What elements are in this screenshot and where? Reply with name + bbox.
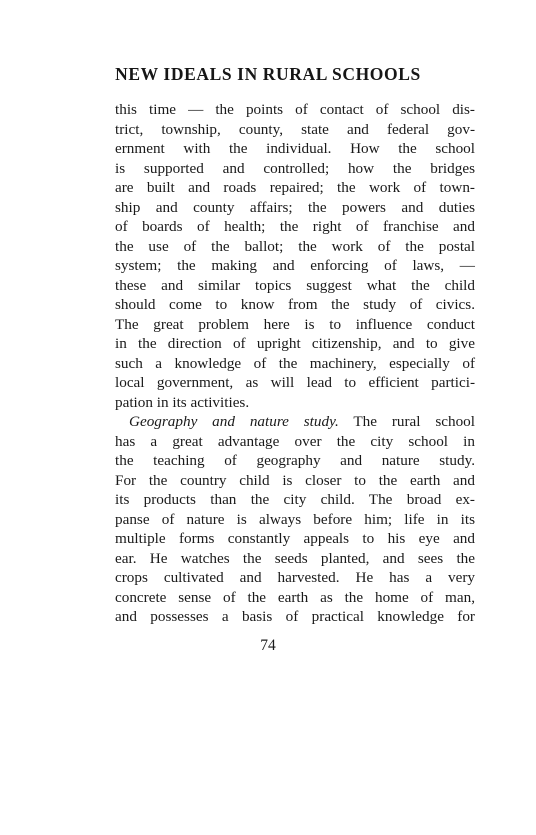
text-line: these and similar topics suggest what the child xyxy=(115,276,475,294)
text-line: For the country child is closer to the earth and xyxy=(115,471,475,489)
text-line: of boards of health; the right of franchise and xyxy=(115,218,475,235)
section-first-line xyxy=(115,412,475,432)
text-line: local government, as will lead to efficient partici- xyxy=(115,374,475,391)
text-line: multiple forms constantly appeals to his eye and xyxy=(115,530,475,547)
text-line: pation in its activities. xyxy=(115,393,250,411)
text-line: The great problem here is to influence conduct xyxy=(115,315,475,333)
text-line: this time — the points of contact of school dis- xyxy=(115,101,475,118)
text-line: crops cultivated and harvested. He has a very xyxy=(115,569,475,586)
section-heading: Geography and nature study. xyxy=(129,413,339,430)
section-first-line-text: The rural school xyxy=(353,413,475,430)
text-line: the teaching of geography and nature study. xyxy=(115,452,475,469)
text-line: and possesses a basis of practical knowledge for xyxy=(115,608,475,625)
text-line: panse of nature is always before him; life in its xyxy=(115,510,475,528)
text-line: is supported and controlled; how the bridges xyxy=(115,159,475,177)
text-line: system; the making and enforcing of laws, — xyxy=(115,257,475,274)
text-line: has a great advantage over the city school in xyxy=(115,432,475,450)
text-line: the use of the ballot; the work of the postal xyxy=(115,237,475,255)
running-head: NEW IDEALS IN RURAL SCHOOLS xyxy=(115,64,421,84)
text-line: ernment with the individual. How the school xyxy=(115,140,475,157)
text-line: ship and county affairs; the powers and duties xyxy=(115,198,475,216)
text-line: in the direction of upright citizenship, and to give xyxy=(115,335,475,352)
text-line: trict, township, county, state and federal gov- xyxy=(115,120,475,138)
text-line: concrete sense of the earth as the home of man, xyxy=(115,588,475,606)
body-text xyxy=(115,100,475,627)
text-line: its products than the city child. The broad ex- xyxy=(115,491,475,508)
text-line: ear. He watches the seeds planted, and sees the xyxy=(115,549,475,567)
text-line: are built and roads repaired; the work of town- xyxy=(115,179,475,196)
text-line: such a knowledge of the machinery, especially of xyxy=(115,354,475,372)
text-line: should come to know from the study of civics. xyxy=(115,296,475,313)
page-number: 74 xyxy=(260,637,276,654)
